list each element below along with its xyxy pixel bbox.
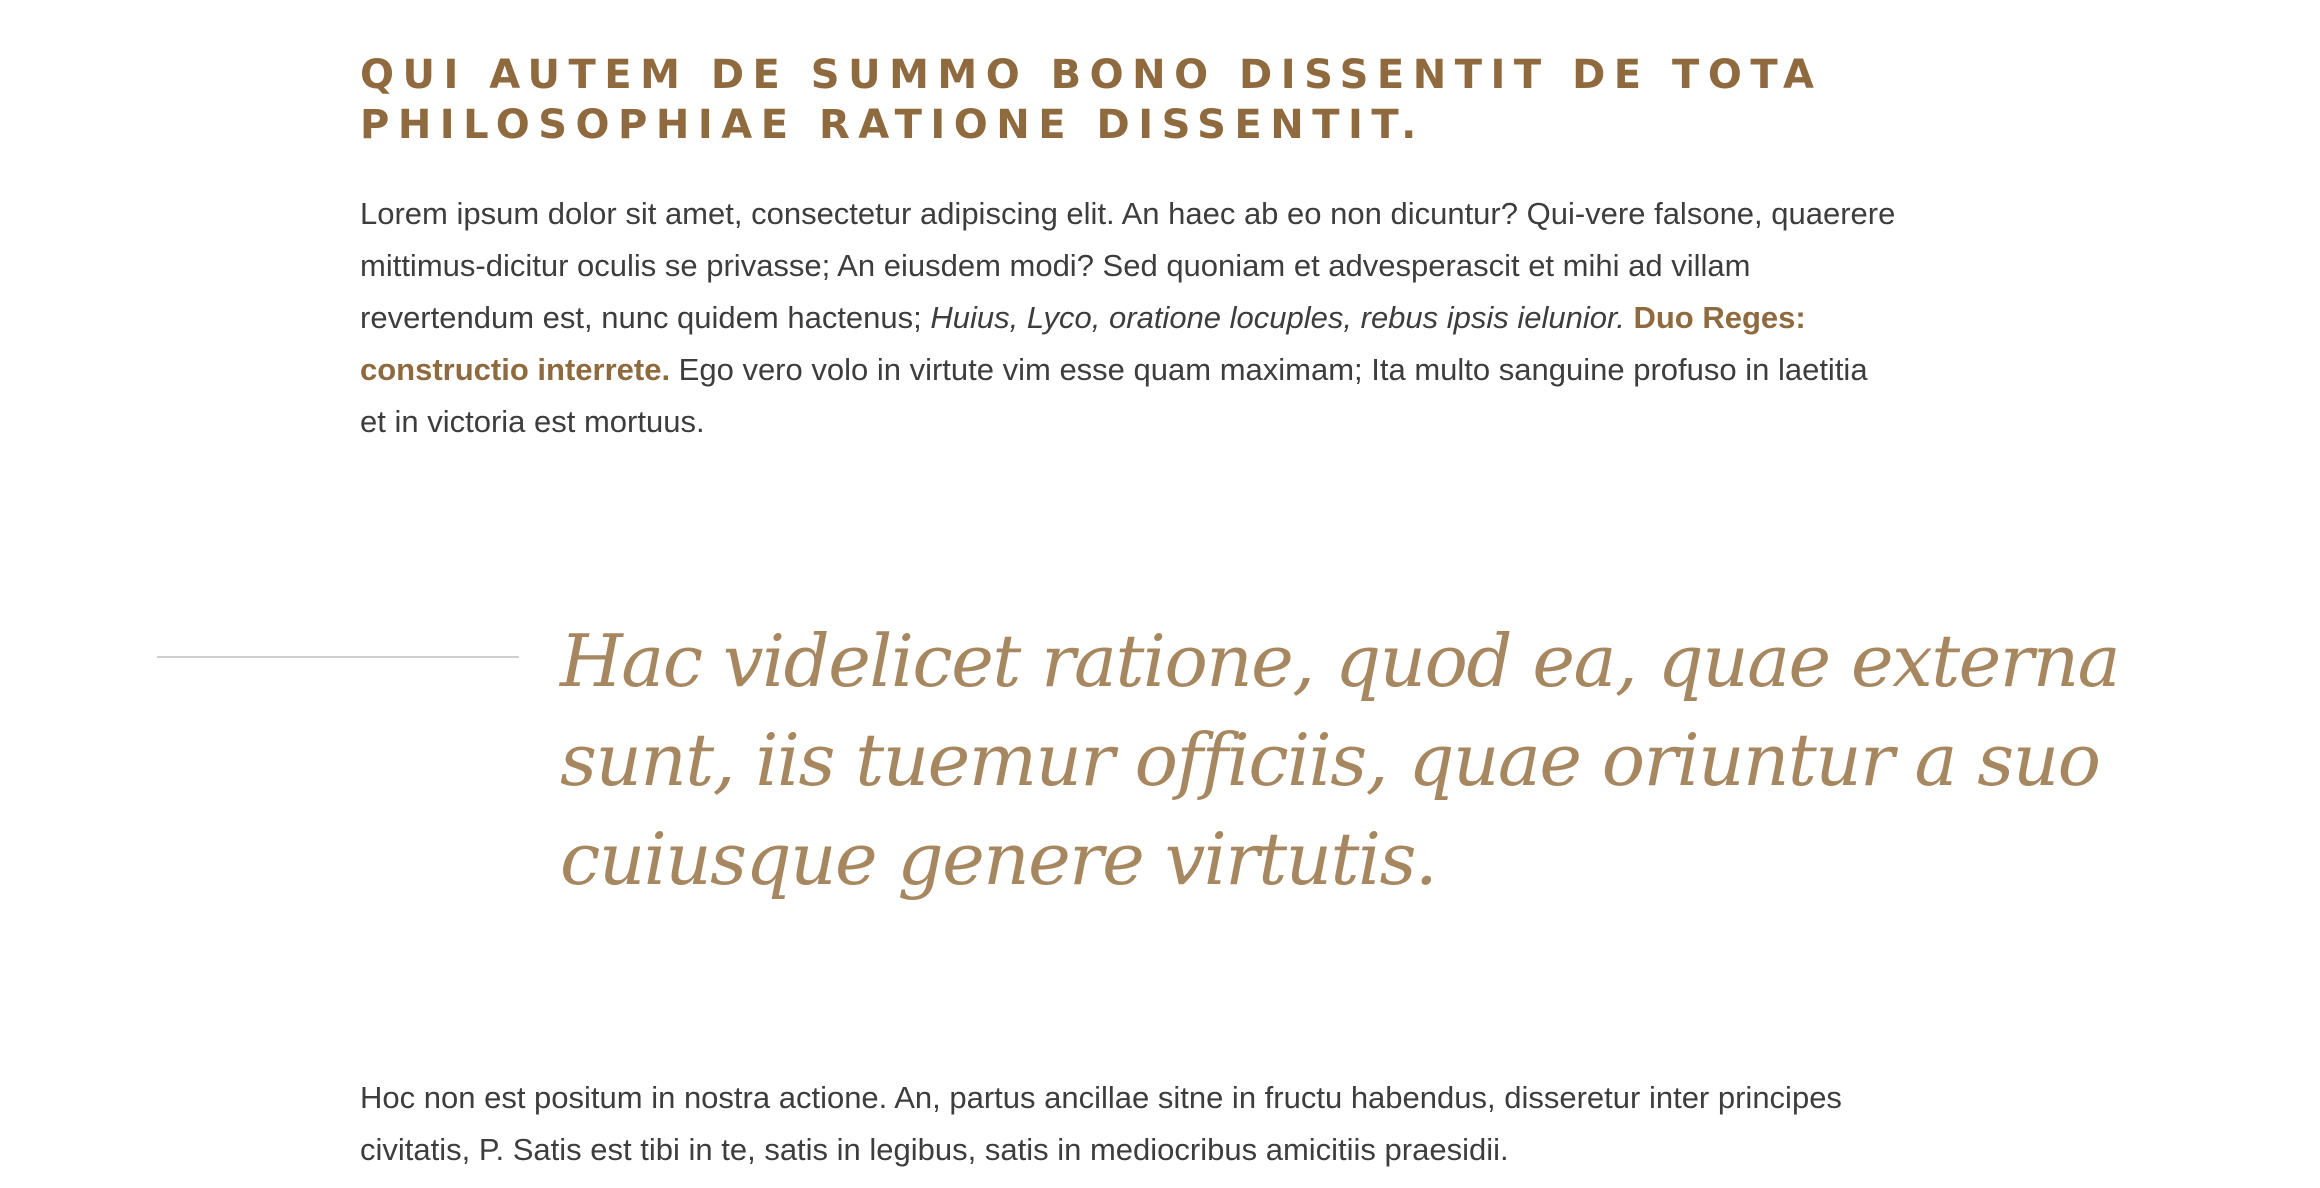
paragraph-text: Lorem ipsum dolor sit amet, consectetur adipiscing elit. An haec ab eo non dicuntur? Qui-vere falsone, quaerere mittimus-dicitur oculis se privasse; An eiusdem modi? Sed quoniam et advesperascit et mihi ad villam revertendum est, nunc quidem hactenus;: [360, 196, 1896, 335]
body-paragraph-2: Hoc non est positum in nostra actione. An, partus ancillae sitne in fructu habendus, disseretur inter principes civitatis, P. Satis est tibi in te, satis in legibus, satis in mediocribus amicitiis praesidii.: [360, 1080, 1842, 1167]
italic-phrase: Huius, Lyco, oratione locuples, rebus ipsis ielunior.: [930, 300, 1625, 335]
pull-quote: Hac videlicet ratione, quod ea, quae externa sunt, iis tuemur officiis, quae oriuntur a suo cuiusque genere virtutis.: [560, 619, 2119, 901]
paragraph-text: Ego vero volo in virtute vim esse quam maximam; Ita multo sanguine profuso in laetitia et in victoria est mortuus.: [360, 352, 1868, 439]
pull-quote-rule: [157, 656, 519, 658]
body-paragraph-1: [360, 188, 1900, 448]
bold-link[interactable]: Duo Reges: constructio interrete.: [360, 300, 1806, 387]
section-heading: QUI AUTEM DE SUMMO BONO DISSENTIT DE TOTA PHILOSOPHIAE RATIONE DISSENTIT.: [360, 52, 1823, 148]
